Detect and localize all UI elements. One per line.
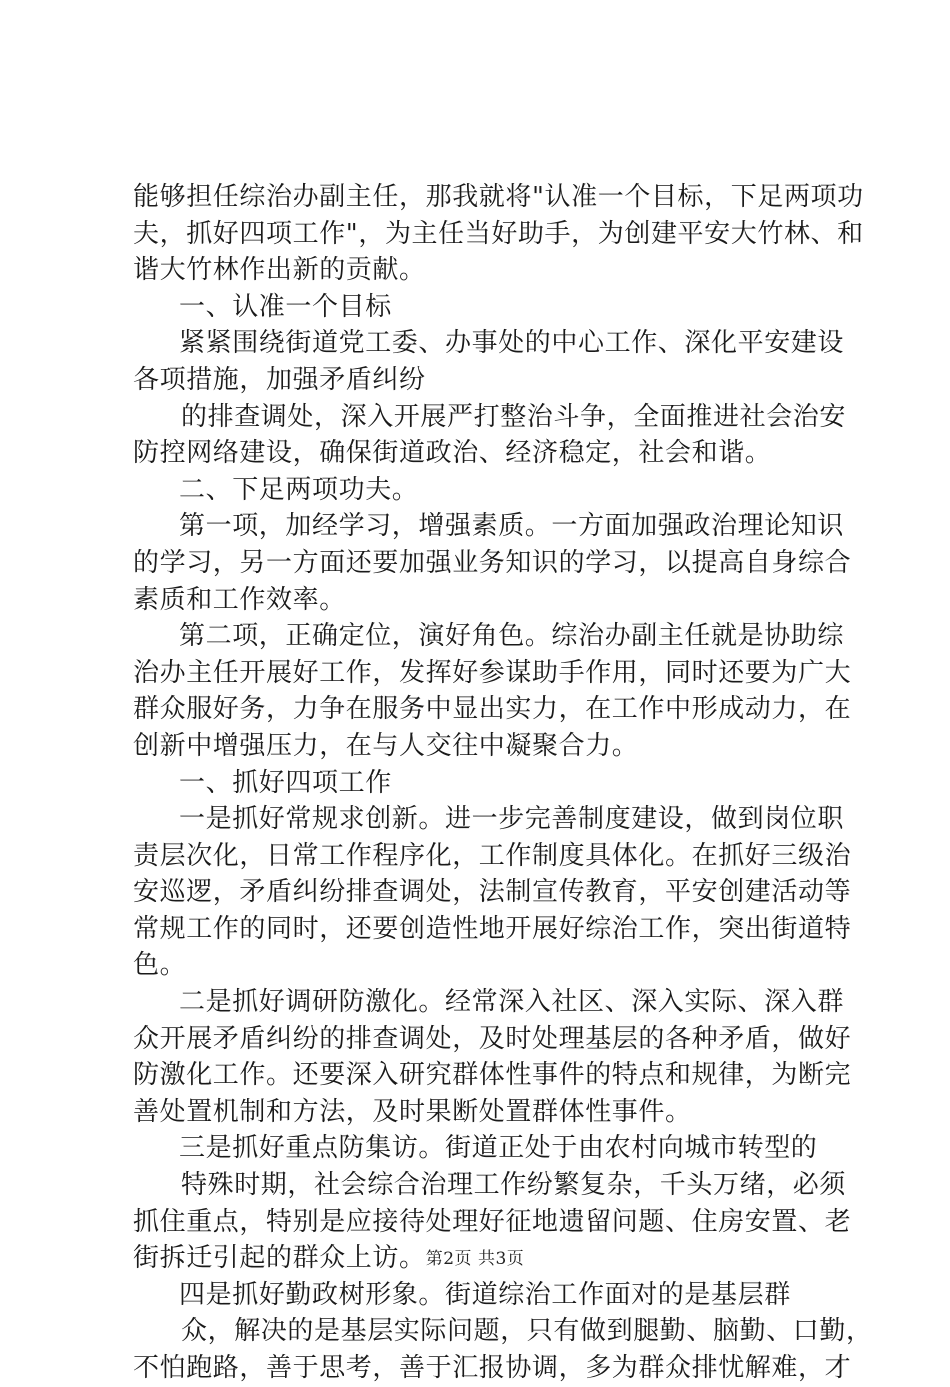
text-line: 色。 xyxy=(133,950,187,981)
section-heading: 一、认准一个目标 xyxy=(179,291,392,322)
text-line: 责层次化，日常工作程序化，工作制度具体化。在抓好三级治 xyxy=(133,840,852,871)
text-line: 一是抓好常规求创新。进一步完善制度建设，做到岗位职 xyxy=(179,804,845,835)
text-line: 三是抓好重点防集访。街道正处于由农村向城市转型的 xyxy=(179,1133,818,1164)
text-line: 防激化工作。还要深入研究群体性事件的特点和规律，为断完 xyxy=(133,1060,852,1091)
text-line: 谐大竹林作出新的贡献。 xyxy=(133,255,426,286)
text-line: 善处置机制和方法，及时果断处置群体性事件。 xyxy=(133,1096,692,1127)
body-text xyxy=(133,179,873,1387)
text-line: 能够担任综治办副主任，那我就将"认准一个目标，下足两项功 xyxy=(133,182,864,212)
text-line: 四是抓好勤政树形象。街道综治工作面对的是基层群 xyxy=(179,1279,791,1310)
text-line: 紧紧围绕街道党工委、办事处的中心工作、深化平安建设 xyxy=(179,328,845,359)
text-line: 防控网络建设，确保街道政治、经济稳定，社会和谐。 xyxy=(133,438,772,469)
text-line: 不怕跑路，善于思考，善于汇报协调，多为群众排忧解难，才 xyxy=(133,1353,852,1383)
text-line: 特殊时期，社会综合治理工作纷繁复杂，千头万绪，必须 xyxy=(181,1170,847,1201)
text-line: 二是抓好调研防激化。经常深入社区、深入实际、深入群 xyxy=(179,987,845,1018)
text-line: 素质和工作效率。 xyxy=(133,584,346,615)
text-line: 群众服好务，力争在服务中显出实力，在工作中形成动力，在 xyxy=(133,694,852,725)
text-line: 治办主任开展好工作，发挥好参谋助手作用，同时还要为广大 xyxy=(133,657,852,688)
text-line: 第一项，加经学习，增强素质。一方面加强政治理论知识 xyxy=(179,511,845,542)
text-line: 常规工作的同时，还要创造性地开展好综治工作，突出街道特 xyxy=(133,913,852,944)
text-line: 的学习，另一方面还要加强业务知识的学习，以提高自身综合 xyxy=(133,547,852,578)
text-line: 夫，抓好四项工作"，为主任当好助手，为创建平安大竹林、和 xyxy=(133,218,864,249)
text-line: 第二项，正确定位，演好角色。综治办副主任就是协助综 xyxy=(179,621,845,652)
text-line: 安巡逻，矛盾纠纷排查调处，法制宣传教育，平安创建活动等 xyxy=(133,877,852,908)
text-line: 众开展矛盾纠纷的排查调处，及时处理基层的各种矛盾，做好 xyxy=(133,1023,852,1054)
text-line: 街拆迁引起的群众上访。 xyxy=(133,1243,426,1274)
text-line: 众，解决的是基层实际问题，只有做到腿勤、脑勤、口勤， xyxy=(181,1316,873,1347)
section-heading: 一、抓好四项工作 xyxy=(179,767,392,798)
text-line: 各项措施，加强矛盾纠纷 xyxy=(133,364,426,395)
text-line: 创新中增强压力，在与人交往中凝聚合力。 xyxy=(133,730,639,761)
page-footer: 第2页 共3页 xyxy=(425,1249,525,1269)
section-heading: 二、下足两项功夫。 xyxy=(179,474,419,505)
text-line: 的排查调处，深入开展严打整治斗争，全面推进社会治安 xyxy=(181,401,847,432)
text-line: 抓住重点，特别是应接待处理好征地遗留问题、住房安置、老 xyxy=(133,1206,852,1237)
